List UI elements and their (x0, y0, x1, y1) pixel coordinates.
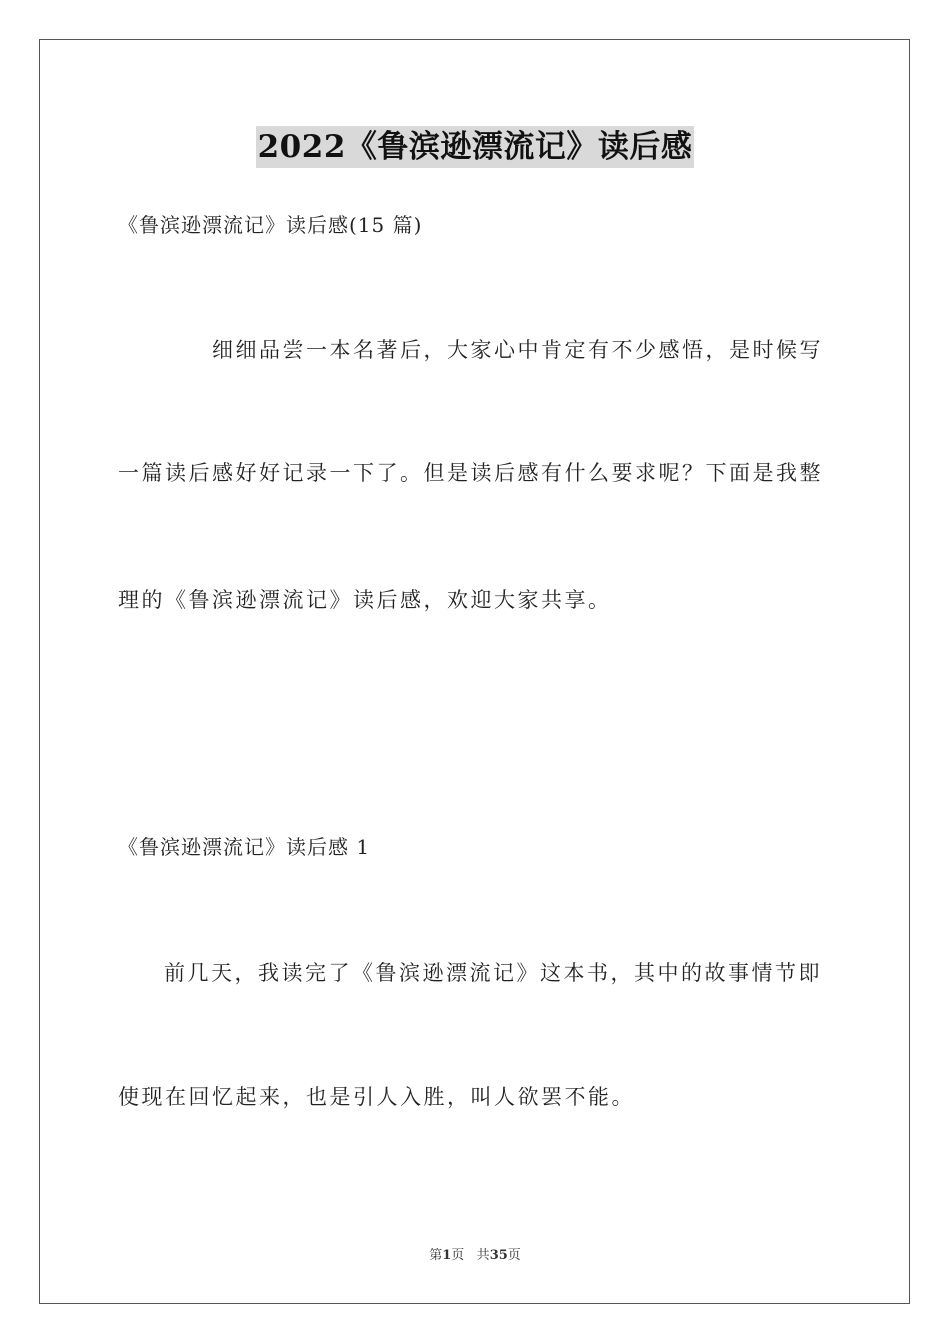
total-pages: 35 (489, 1248, 508, 1263)
section-line-1: 前几天，我读完了《鲁滨逊漂流记》这本书，其中的故事情节即 (164, 961, 822, 985)
section-line-2: 使现在回忆起来，也是引人入胜，叫人欲罢不能。 (118, 1085, 635, 1109)
page-number: 1 (442, 1248, 452, 1263)
document-title: 2022《鲁滨逊漂流记》读后感 (256, 126, 695, 168)
section-heading: 《鲁滨逊漂流记》读后感 1 (118, 835, 371, 859)
page-suffix: 页 (451, 1248, 465, 1263)
page-footer (0, 1247, 950, 1265)
total-prefix: 共 (476, 1248, 490, 1263)
intro-line-3: 理的《鲁滨逊漂流记》读后感，欢迎大家共享。 (118, 588, 612, 612)
document-subtitle: 《鲁滨逊漂流记》读后感(15 篇) (118, 213, 423, 237)
title-container (0, 126, 950, 168)
intro-line-2: 一篇读后感好好记录一下了。但是读后感有什么要求呢？下面是我整 (118, 461, 823, 485)
total-suffix: 页 (507, 1248, 521, 1263)
page-prefix: 第 (429, 1248, 443, 1263)
intro-line-1: 细细品尝一本名著后，大家心中肯定有不少感悟，是时候写 (212, 338, 823, 362)
